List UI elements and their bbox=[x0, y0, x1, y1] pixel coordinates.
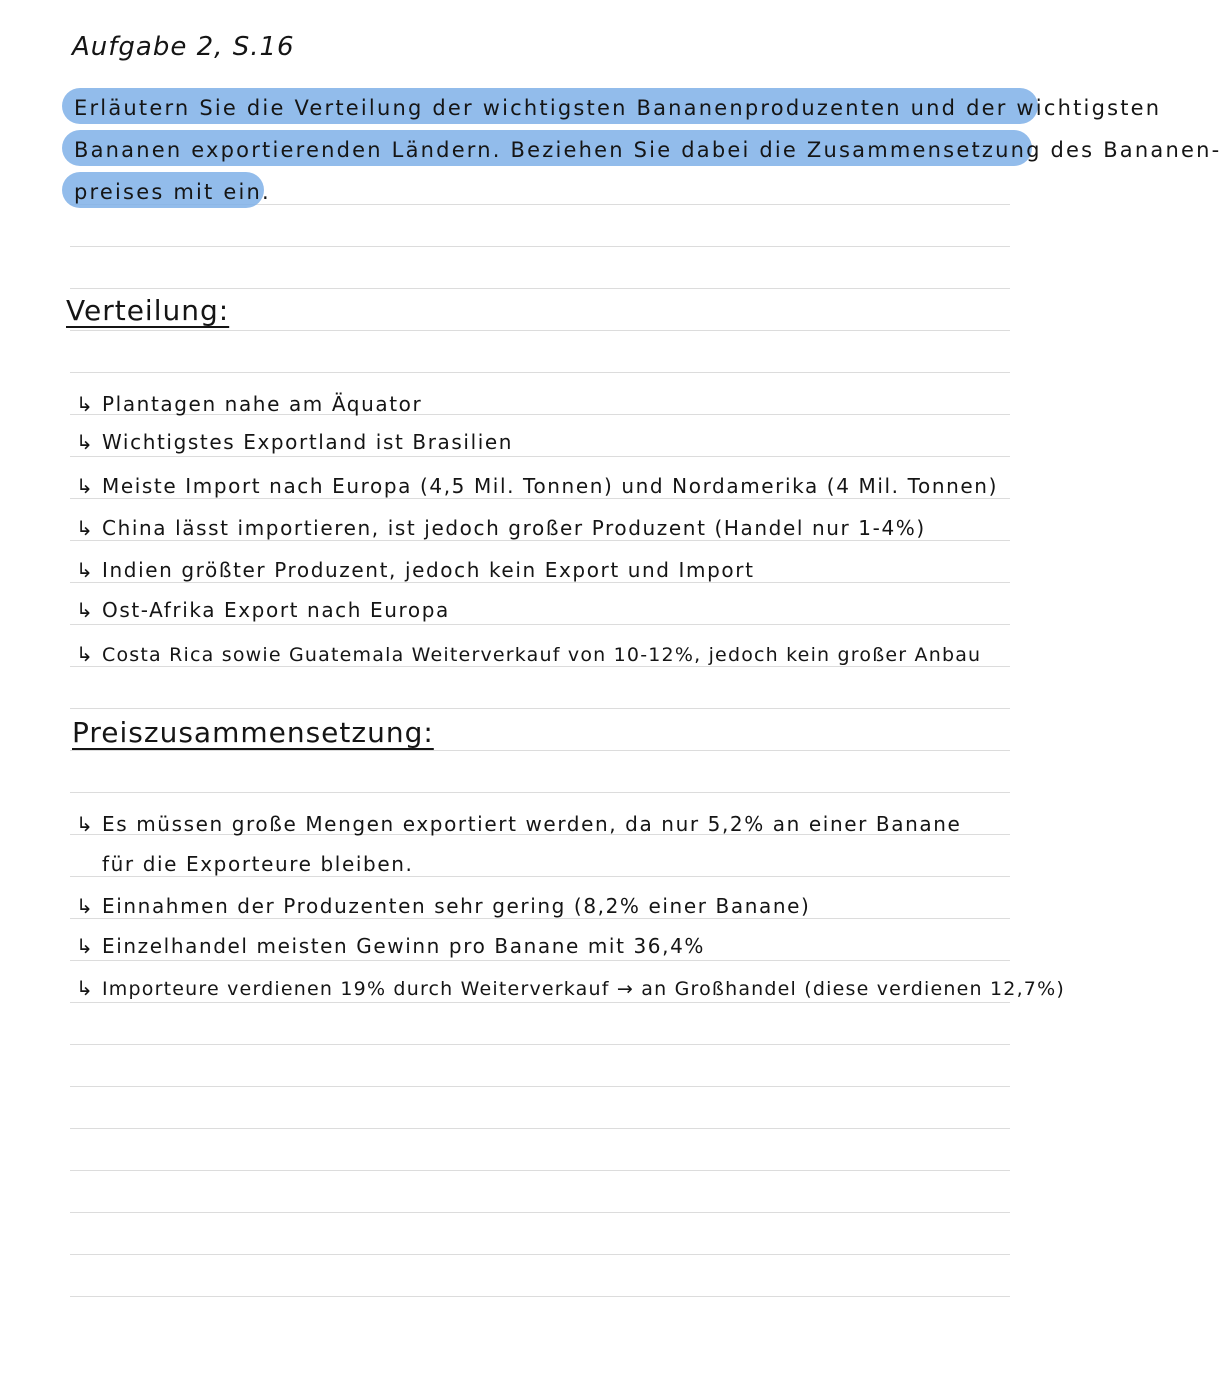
ruled-line bbox=[70, 1170, 1010, 1171]
bullet-arrow-icon: ↳ bbox=[76, 392, 95, 416]
ruled-line bbox=[70, 582, 1010, 583]
list-item-text: Wichtigstes Exportland ist Brasilien bbox=[102, 430, 514, 454]
section-heading-verteilung: Verteilung: bbox=[66, 294, 230, 327]
list-item-text: Meiste Import nach Europa (4,5 Mil. Tonnen) und Nordamerika (4 Mil. Tonnen) bbox=[102, 474, 998, 498]
question-line-1: Erläutern Sie die Verteilung der wichtigsten Bananenproduzenten und der wichtigsten bbox=[74, 96, 1162, 120]
ruled-line bbox=[70, 1296, 1010, 1297]
ruled-line bbox=[70, 750, 1010, 751]
ruled-line bbox=[70, 1044, 1010, 1045]
list-item-text: Costa Rica sowie Guatemala Weiterverkauf von 10-12%, jedoch kein großer Anbau bbox=[102, 644, 982, 666]
bullet-arrow-icon: ↳ bbox=[76, 474, 95, 498]
list-item bbox=[76, 976, 1065, 1000]
ruled-line bbox=[70, 708, 1010, 709]
list-item bbox=[76, 812, 961, 836]
list-item bbox=[76, 642, 981, 666]
ruled-line bbox=[70, 540, 1010, 541]
task-title: Aufgabe 2, S.16 bbox=[72, 32, 295, 62]
ruled-line bbox=[70, 624, 1010, 625]
list-item bbox=[76, 516, 926, 540]
bullet-arrow-icon: ↳ bbox=[76, 430, 95, 454]
list-item-text: Ost-Afrika Export nach Europa bbox=[102, 598, 450, 622]
ruled-line bbox=[70, 498, 1010, 499]
ruled-line bbox=[70, 666, 1010, 667]
list-item-text: Es müssen große Mengen exportiert werden, da nur 5,2% an einer Banane bbox=[102, 812, 962, 836]
list-item bbox=[76, 558, 755, 582]
bullet-arrow-icon: ↳ bbox=[76, 894, 95, 918]
ruled-line bbox=[70, 1128, 1010, 1129]
ruled-line bbox=[70, 288, 1010, 289]
list-item bbox=[76, 598, 450, 622]
ruled-line bbox=[70, 792, 1010, 793]
ruled-line bbox=[70, 456, 1010, 457]
section-heading-preiszusammensetzung: Preiszusammensetzung: bbox=[72, 716, 434, 749]
list-item bbox=[76, 430, 513, 454]
list-item bbox=[76, 474, 998, 498]
bullet-arrow-icon: ↳ bbox=[76, 558, 95, 582]
ruled-line bbox=[70, 330, 1010, 331]
list-item bbox=[76, 934, 705, 958]
list-item-text: Indien größter Produzent, jedoch kein Export und Import bbox=[102, 558, 755, 582]
ruled-line bbox=[70, 960, 1010, 961]
ruled-line bbox=[70, 246, 1010, 247]
question-line-2: Bananen exportierenden Ländern. Beziehen Sie dabei die Zusammensetzung des Bananen- bbox=[74, 138, 1221, 162]
ruled-line bbox=[70, 1212, 1010, 1213]
question-line-3: preises mit ein. bbox=[74, 180, 271, 204]
bullet-arrow-icon: ↳ bbox=[76, 642, 94, 666]
ruled-line bbox=[70, 876, 1010, 877]
bullet-arrow-icon: ↳ bbox=[76, 598, 95, 622]
bullet-arrow-icon: ↳ bbox=[76, 516, 95, 540]
ruled-line bbox=[70, 1086, 1010, 1087]
list-item-text: Einnahmen der Produzenten sehr gering (8,2% einer Banane) bbox=[102, 894, 811, 918]
bullet-arrow-icon: ↳ bbox=[76, 976, 94, 1000]
list-item-text: Importeure verdienen 19% durch Weiterverkauf → an Großhandel (diese verdienen 12,7%) bbox=[102, 978, 1065, 1000]
list-item-text: Plantagen nahe am Äquator bbox=[102, 392, 423, 416]
list-item-continuation: für die Exporteure bleiben. bbox=[102, 852, 414, 876]
ruled-line bbox=[70, 918, 1010, 919]
bullet-arrow-icon: ↳ bbox=[76, 934, 95, 958]
list-item bbox=[76, 392, 422, 416]
ruled-line bbox=[70, 372, 1010, 373]
bullet-arrow-icon: ↳ bbox=[76, 812, 95, 836]
list-item bbox=[76, 894, 810, 918]
list-item-text: Einzelhandel meisten Gewinn pro Banane mit 36,4% bbox=[102, 934, 706, 958]
list-item-text: China lässt importieren, ist jedoch großer Produzent (Handel nur 1-4%) bbox=[102, 516, 926, 540]
ruled-line bbox=[70, 1254, 1010, 1255]
ruled-line bbox=[70, 1002, 1010, 1003]
